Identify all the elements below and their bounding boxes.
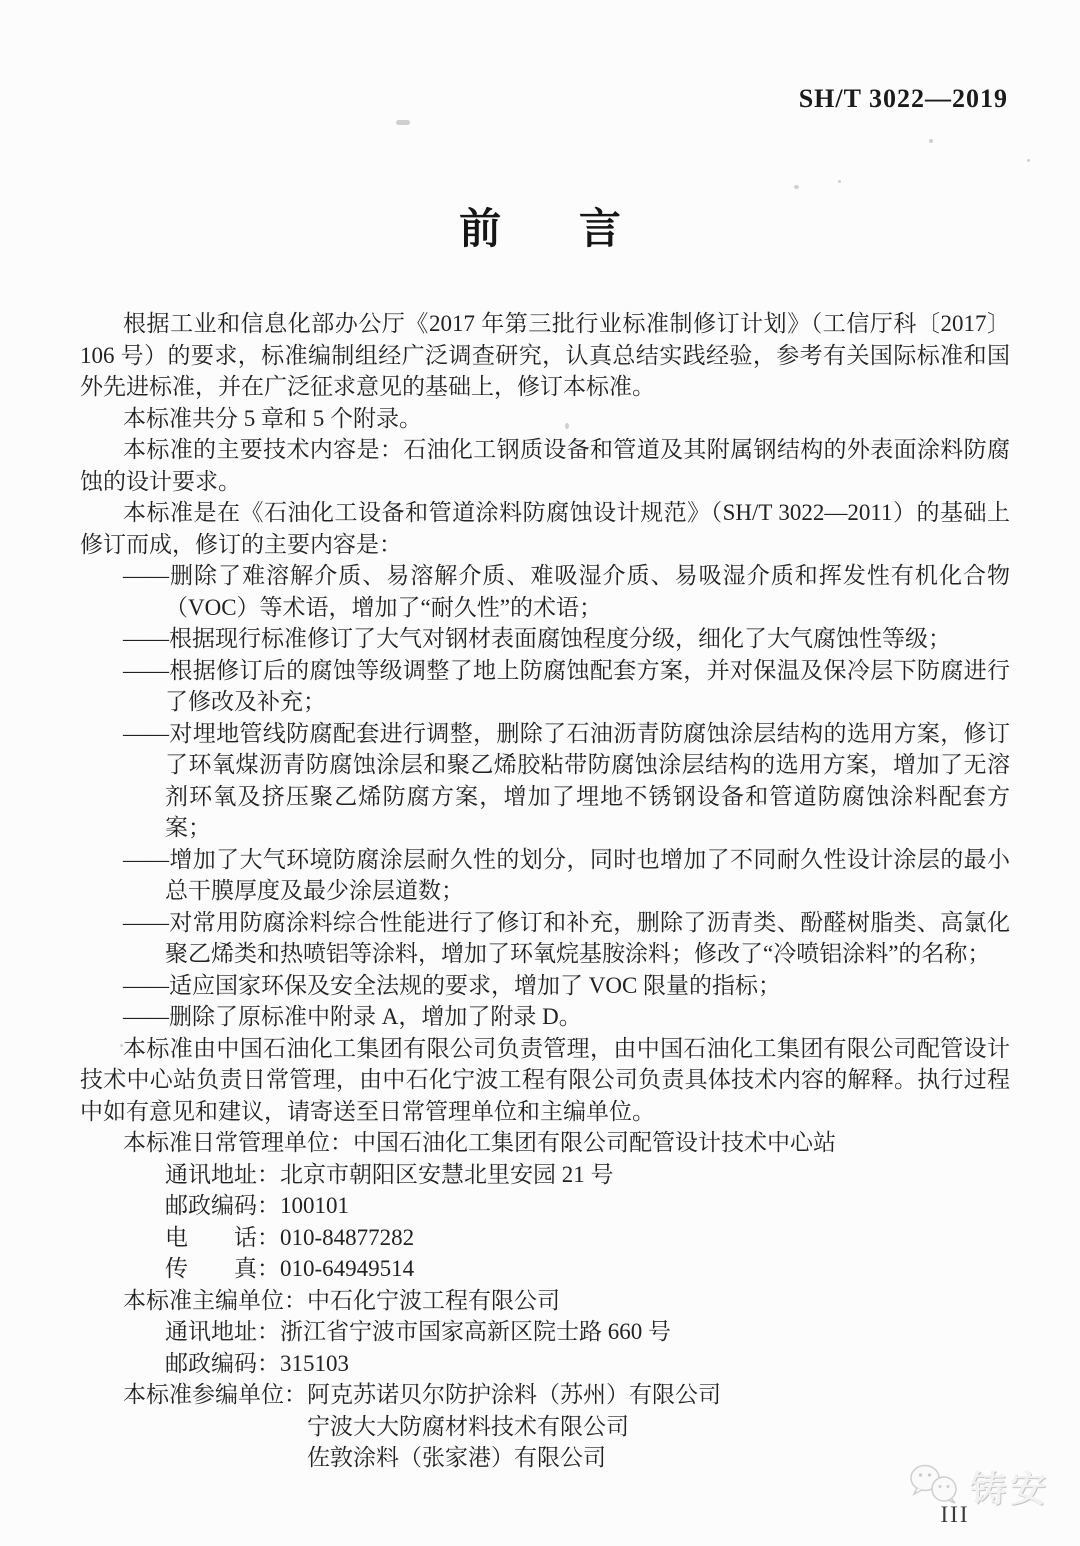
- standard-number: SH/T 3022—2019: [798, 84, 1008, 113]
- page-number: III: [940, 1502, 970, 1527]
- paragraph: 本标准的主要技术内容是：石油化工钢质设备和管道及其附属钢结构的外表面涂料防腐蚀的设计要求。: [80, 437, 1010, 494]
- paragraph: 邮政编码：315103: [165, 1350, 349, 1376]
- scan-speck: [565, 423, 569, 429]
- revision-item: ——对埋地管线防腐配套进行调整，删除了石油沥青防腐蚀涂层结构的选用方案，修订了环氧煤沥青防腐蚀涂层和聚乙烯胶粘带防腐蚀涂层结构的选用方案，增加了无溶剂环氧及挤压聚乙烯防腐方案，增加了埋地不锈钢设备和管道防腐蚀涂料配套方案；: [123, 720, 1010, 840]
- paragraph: 电 话：010-84877282: [165, 1224, 415, 1250]
- paragraph: 通讯地址：浙江省宁波市国家高新区院士路 660 号: [165, 1319, 671, 1344]
- scan-speck: [929, 139, 933, 143]
- scan-speck: [120, 1044, 123, 1047]
- paragraph: 本标准由中国石油化工集团有限公司负责管理，由中国石油化工集团有限公司配管设计技术中心站负责日常管理，由中石化宁波工程有限公司负责具体技术内容的解释。执行过程中如有意见和建议，请寄送至日常管理单位和主编单位。: [80, 1035, 1010, 1124]
- revision-item: ——增加了大气环境防腐涂层耐久性的划分，同时也增加了不同耐久性设计涂层的最小总干膜厚度及最少涂层道数；: [123, 846, 1010, 903]
- paragraph: 本标准是在《石油化工设备和管道涂料防腐蚀设计规范》（SH/T 3022—2011）的基础上修订而成，修订的主要内容是：: [80, 500, 1010, 557]
- document-header: [80, 84, 1008, 114]
- revision-item: ——对常用防腐涂料综合性能进行了修订和补充，删除了沥青类、酚醛树脂类、高氯化聚乙烯类和热喷铝等涂料，增加了环氧烷基胺涂料；修改了“冷喷铝涂料”的名称；: [123, 909, 1010, 966]
- paragraph: 根据工业和信息化部办公厅《2017 年第三批行业标准制修订计划》（工信厅科〔2017〕106 号）的要求，标准编制组经广泛调查研究，认真总结实践经验，参考有关国际标准和国外先进标准，并在广泛征求意见的基础上，修订本标准。: [80, 311, 1010, 399]
- paragraph: 本标准主编单位：中石化宁波工程有限公司: [123, 1287, 560, 1313]
- watermark-label: 铸安: [969, 1468, 1050, 1509]
- revision-item: ——删除了原标准中附录 A，增加了附录 D。: [123, 1004, 582, 1029]
- scan-speck: [794, 185, 799, 189]
- page-title: [0, 196, 1080, 256]
- scan-speck: [838, 180, 841, 183]
- revision-item: ——根据修订后的腐蚀等级调整了地上防腐蚀配套方案，并对保温及保冷层下防腐进行了修改及补充；: [123, 657, 1010, 714]
- revision-item: ——适应国家环保及安全法规的要求，增加了 VOC 限量的指标；: [123, 972, 782, 998]
- revision-item: ——删除了难溶解介质、易溶解介质、难吸湿介质、易吸湿介质和挥发性有机化合物（VOC）等术语，增加了“耐久性”的术语；: [123, 563, 1010, 620]
- title-char-2: 言: [578, 205, 621, 252]
- paragraph: 本标准共分 5 章和 5 个附录。: [123, 405, 422, 431]
- paragraph: 通讯地址：北京市朝阳区安慧北里安园 21 号: [165, 1161, 614, 1187]
- scan-speck: [1027, 159, 1030, 162]
- paragraph: 本标准参编单位：阿克苏诺贝尔防护涂料（苏州）有限公司: [123, 1382, 721, 1407]
- document-body: [80, 308, 1010, 1474]
- paragraph: 本标准日常管理单位：中国石油化工集团有限公司配管设计技术中心站: [123, 1130, 836, 1155]
- paragraph: 佐敦涂料（张家港）有限公司: [307, 1445, 606, 1470]
- paragraph: 宁波大大防腐材料技术有限公司: [307, 1413, 629, 1439]
- revision-item: ——根据现行标准修订了大气对钢材表面腐蚀程度分级，细化了大气腐蚀性等级；: [123, 626, 951, 651]
- title-char-1: 前: [459, 205, 502, 252]
- paragraph: 传 真：010-64949514: [165, 1256, 415, 1281]
- scan-speck: [396, 120, 410, 125]
- paragraph: 邮政编码：100101: [165, 1193, 349, 1218]
